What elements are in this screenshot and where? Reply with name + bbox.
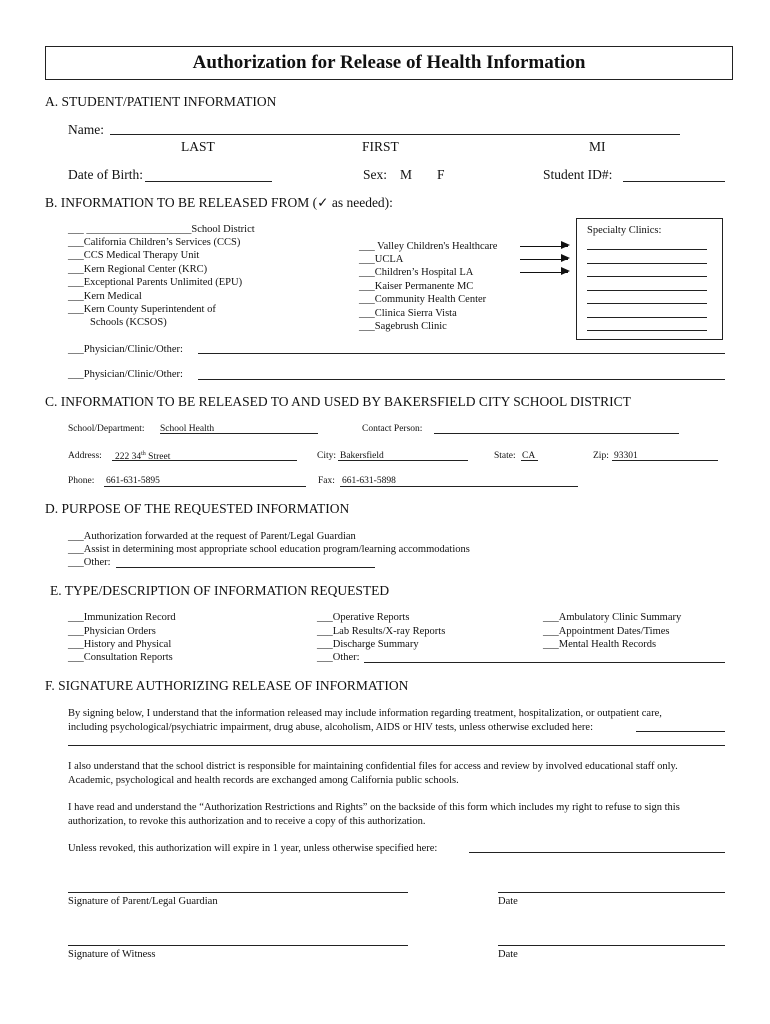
city-value: Bakersfield — [340, 451, 384, 461]
state-label: State: — [494, 451, 516, 461]
release-from-item[interactable]: ___Children’s Hospital LA — [359, 267, 474, 278]
specialty-clinic-field[interactable] — [587, 330, 707, 331]
specialty-clinics-label: Specialty Clinics: — [587, 225, 662, 236]
city-field[interactable] — [338, 460, 468, 461]
purpose-item[interactable]: ___Other: — [68, 557, 111, 568]
name-label: Name: — [68, 122, 104, 137]
fax-field[interactable] — [340, 486, 578, 487]
expiration-text: Unless revoked, this authorization will expire in 1 year, unless otherwise specified here: — [68, 843, 438, 854]
specialty-clinics-box — [576, 218, 723, 340]
release-from-item[interactable]: ___Kaiser Permanente MC — [359, 281, 474, 292]
section-a-heading: A. STUDENT/PATIENT INFORMATION — [45, 94, 277, 109]
address-number: 222 34 — [115, 452, 142, 463]
section-e-heading: E. TYPE/DESCRIPTION OF INFORMATION REQUESTED — [50, 583, 390, 598]
specialty-clinic-field[interactable] — [587, 317, 707, 318]
info-type-item[interactable]: ___Lab Results/X-ray Reports — [317, 626, 446, 637]
sex-label: Sex: — [363, 167, 388, 182]
first-label: FIRST — [362, 139, 399, 154]
release-from-item-cont: Schools (KCSOS) — [90, 317, 167, 328]
state-field[interactable] — [521, 460, 538, 461]
parent-signature-label: Signature of Parent/Legal Guardian — [68, 896, 218, 907]
release-from-item[interactable]: ___Clinica Sierra Vista — [359, 308, 457, 319]
fax-value: 661-631-5898 — [342, 476, 396, 486]
student-id-field[interactable] — [623, 181, 725, 182]
section-f-heading: F. SIGNATURE AUTHORIZING RELEASE OF INFORMATION — [45, 678, 409, 693]
release-from-item[interactable]: ___Kern Medical — [68, 291, 142, 302]
section-c-heading: C. INFORMATION TO BE RELEASED TO AND USED BY BAKERSFIELD CITY SCHOOL DISTRICT — [45, 394, 631, 409]
consent-paragraph-1: By signing below, I understand that the information released may include information regarding treatment, hospitalization, or outpatient care, — [68, 708, 662, 719]
physician-clinic-field[interactable] — [198, 379, 725, 380]
dob-field[interactable] — [145, 181, 272, 182]
info-type-item[interactable]: ___Other: — [317, 652, 360, 663]
release-from-item[interactable]: ___Community Health Center — [359, 294, 487, 305]
state-value: CA — [522, 451, 536, 461]
witness-signature-label: Signature of Witness — [68, 949, 156, 960]
address-label: Address: — [68, 451, 102, 461]
last-label: LAST — [181, 139, 215, 154]
sex-f-option[interactable]: F — [437, 167, 445, 182]
school-department-field[interactable] — [160, 433, 318, 434]
release-from-item[interactable]: ___UCLA — [359, 254, 404, 265]
purpose-item[interactable]: ___Authorization forwarded at the request of Parent/Legal Guardian — [68, 531, 356, 542]
section-b-heading: B. INFORMATION TO BE RELEASED FROM (✓ as needed): — [45, 195, 393, 210]
contact-person-label: Contact Person: — [362, 424, 423, 434]
school-department-value: School Health — [160, 424, 215, 434]
city-label: City: — [317, 451, 337, 461]
phone-field[interactable] — [104, 486, 306, 487]
physician-clinic-label: ___Physician/Clinic/Other: — [68, 344, 183, 355]
info-type-item[interactable]: ___Appointment Dates/Times — [543, 626, 670, 637]
parent-signature-field[interactable] — [68, 892, 408, 893]
release-from-item[interactable]: ___CCS Medical Therapy Unit — [68, 250, 200, 261]
fax-label: Fax: — [318, 476, 335, 486]
name-field[interactable] — [110, 134, 680, 135]
info-type-item[interactable]: ___Discharge Summary — [317, 639, 419, 650]
sex-m-option[interactable]: M — [400, 167, 413, 182]
parent-date-field[interactable] — [498, 892, 725, 893]
school-department-label: School/Department: — [68, 424, 145, 434]
release-from-item[interactable]: ___Exceptional Parents Unlimited (EPU) — [68, 277, 243, 288]
release-from-item[interactable]: ___ ____________________School District — [68, 224, 255, 235]
consent-paragraph-3-cont: authorization, to revoke this authorization and to receive a copy of this authorization. — [68, 816, 426, 827]
info-type-item[interactable]: ___Ambulatory Clinic Summary — [543, 612, 682, 623]
parent-date-label: Date — [498, 896, 518, 907]
physician-clinic-label: ___Physician/Clinic/Other: — [68, 369, 183, 380]
specialty-clinic-field[interactable] — [587, 276, 707, 277]
address-field[interactable] — [112, 460, 297, 461]
info-type-item[interactable]: ___History and Physical — [68, 639, 172, 650]
phone-value: 661-631-5895 — [106, 476, 160, 486]
zip-field[interactable] — [612, 460, 718, 461]
specialty-clinic-field[interactable] — [587, 249, 707, 250]
witness-date-field[interactable] — [498, 945, 725, 946]
consent-paragraph-3: I have read and understand the “Authorization Restrictions and Rights” on the backside of this form which includes my right to refuse to sign this — [68, 802, 680, 813]
info-type-item[interactable]: ___Immunization Record — [68, 612, 176, 623]
purpose-other-field[interactable] — [116, 567, 375, 568]
info-type-item[interactable]: ___Operative Reports — [317, 612, 410, 623]
specialty-clinic-field[interactable] — [587, 303, 707, 304]
arrow-right-icon — [520, 246, 568, 247]
exclusions-field-2[interactable] — [68, 745, 725, 746]
release-from-item[interactable]: ___Kern Regional Center (KRC) — [68, 264, 208, 275]
zip-value: 93301 — [614, 451, 638, 461]
info-type-item[interactable]: ___Mental Health Records — [543, 639, 657, 650]
address-street: Street — [145, 452, 171, 463]
consent-paragraph-2-cont: Academic, psychological and health records are exchanged among California public schools. — [68, 775, 459, 786]
arrow-right-icon — [520, 259, 568, 260]
section-d-heading: D. PURPOSE OF THE REQUESTED INFORMATION — [45, 501, 350, 516]
zip-label: Zip: — [593, 451, 609, 461]
dob-label: Date of Birth: — [68, 167, 143, 182]
student-id-label: Student ID#: — [543, 167, 613, 182]
contact-person-field[interactable] — [434, 433, 679, 434]
phone-label: Phone: — [68, 476, 95, 486]
consent-paragraph-2: I also understand that the school district is responsible for maintaining confidential files for access and review by involved educational staff only. — [68, 761, 678, 772]
info-type-other-field[interactable] — [364, 662, 725, 663]
consent-paragraph-1-cont: including psychological/psychiatric impairment, drug abuse, alcoholism, AIDS or HIV tests, unless otherwise excluded here: — [68, 722, 593, 733]
specialty-clinic-field[interactable] — [587, 290, 707, 291]
release-from-item[interactable]: ___ Valley Children's Healthcare — [359, 241, 498, 252]
arrow-right-icon — [520, 272, 568, 273]
mi-label: MI — [589, 139, 606, 154]
physician-clinic-field[interactable] — [198, 353, 725, 354]
witness-date-label: Date — [498, 949, 518, 960]
info-type-item[interactable]: ___Consultation Reports — [68, 652, 173, 663]
page-title: Authorization for Release of Health Information — [192, 52, 586, 73]
witness-signature-field[interactable] — [68, 945, 408, 946]
expiration-field[interactable] — [469, 852, 725, 853]
title-box — [45, 46, 733, 80]
address-suffix: th — [141, 451, 146, 457]
release-from-item[interactable]: ___California Children’s Services (CCS) — [68, 237, 241, 248]
exclusions-field[interactable] — [636, 731, 725, 732]
specialty-clinic-field[interactable] — [587, 263, 707, 264]
release-from-item[interactable]: ___Kern County Superintendent of — [68, 304, 216, 315]
info-type-item[interactable]: ___Physician Orders — [68, 626, 156, 637]
release-from-item[interactable]: ___Sagebrush Clinic — [359, 321, 447, 332]
purpose-item[interactable]: ___Assist in determining most appropriate school education program/learning accommodations — [68, 544, 470, 555]
